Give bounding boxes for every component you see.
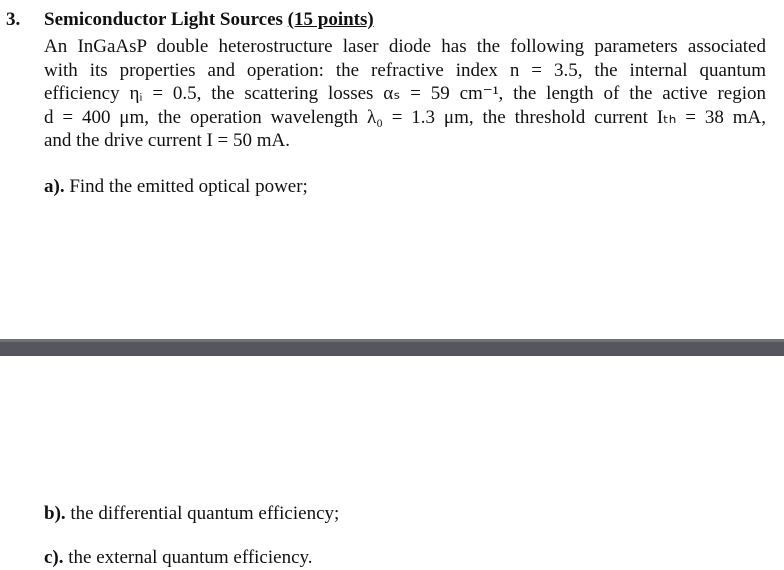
part-c <box>44 546 313 569</box>
body-line-1: An InGaAsP double heterostructure laser diode has the following parameters associated <box>44 36 766 57</box>
question-number: 3. <box>6 9 21 30</box>
question-title-text: Semiconductor Light Sources <box>44 9 283 30</box>
page-divider <box>0 339 784 356</box>
body-line-4: d = 400 μm, the operation wavelength λ₀ = 1.3 μm, the threshold current Iₜₕ = 38 mA, <box>44 106 766 128</box>
part-a-label: a). <box>44 176 65 197</box>
body-line-3: efficiency ηᵢ = 0.5, the scattering losses αₛ = 59 cm⁻¹, the length of the active region <box>44 83 766 105</box>
part-c-label: c). <box>44 547 64 568</box>
body-line-2: with its properties and operation: the refractive index n = 3.5, the internal quantum <box>44 59 766 81</box>
part-a-text: Find the emitted optical power; <box>69 176 308 197</box>
part-b <box>44 502 339 525</box>
body-line-5: and the drive current I = 50 mA. <box>44 130 291 152</box>
part-b-label: b). <box>44 503 66 524</box>
part-a <box>44 175 308 198</box>
question-points: (15 points) <box>287 9 374 30</box>
question-title <box>44 8 374 31</box>
question-body <box>44 35 766 153</box>
part-b-text: the differential quantum efficiency; <box>70 503 340 524</box>
part-c-text: the external quantum efficiency. <box>68 547 313 568</box>
